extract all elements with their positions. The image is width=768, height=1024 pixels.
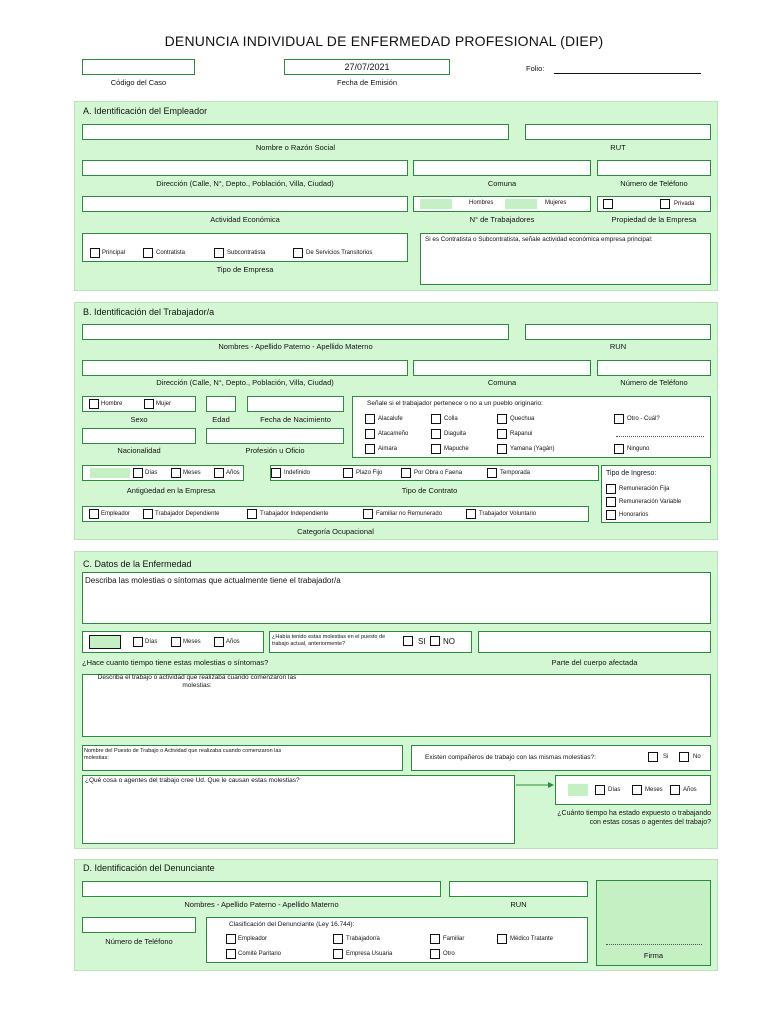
exposicion-dias-label: Días (608, 787, 621, 793)
quechua-label: Quechua (510, 416, 535, 422)
molestias-anos-checkbox[interactable] (214, 637, 224, 647)
propiedad-label: Propiedad de la Empresa (611, 215, 697, 224)
exposicion-anos-checkbox[interactable] (670, 785, 680, 795)
yamana-checkbox[interactable] (497, 444, 507, 454)
firma-line (606, 944, 702, 945)
nacionalidad-field[interactable] (82, 428, 196, 444)
temporada-checkbox[interactable] (487, 468, 497, 478)
empleador-cat-checkbox[interactable] (89, 509, 99, 519)
empleador-comuna-label: Comuna (487, 179, 517, 188)
contratista-note: Si es Contratista o Subcontratista, señale actividad económica empresa principal: (425, 236, 653, 243)
companeros-si-checkbox[interactable] (648, 752, 658, 762)
codigo-caso-field[interactable] (82, 59, 195, 75)
trabajador-direccion-label: Dirección (Calle, N°, Depto., Población, Villa, Ciudad) (156, 378, 334, 387)
clasif-medico-label: Médico Tratante (510, 936, 554, 942)
rapanui-checkbox[interactable] (497, 429, 507, 439)
companeros-si-label: Si (663, 754, 669, 760)
clasif-familiar-label: Familiar (443, 936, 465, 942)
contratista-label: Contratista (156, 250, 186, 256)
clasif-trabajador-label: Trabajador/a (346, 936, 380, 942)
quechua-checkbox[interactable] (497, 414, 507, 424)
empleador-telefono-field[interactable] (597, 160, 711, 176)
molestias-label: Describa las molestias o síntomas que actualmente tiene el trabajador/a (85, 576, 341, 585)
temporada-label: Temporada (500, 470, 531, 476)
section-c-title: C. Datos de la Enfermedad (83, 559, 192, 569)
empleador-telefono-label: Número de Teléfono (620, 179, 688, 188)
clasif-empleador-label: Empleador (238, 936, 268, 942)
section-a-title: A. Identificación del Empleador (83, 106, 208, 116)
diaguita-checkbox[interactable] (431, 429, 441, 439)
antiguedad-meses-label: Meses (183, 470, 201, 476)
section-b-title: B. Identificación del Trabajador/a (83, 307, 215, 317)
profesion-label: Profesión u Oficio (245, 446, 305, 455)
trabajador-direccion-field[interactable] (82, 360, 408, 376)
agentes-question: ¿Qué cosa o agentes del trabajo cree Ud. Que le causan estas molestias? (85, 777, 300, 784)
tiempo-molestias-input[interactable] (89, 635, 121, 649)
puesto-trabajo-label: Nombre del Puesto de Trabajo o Actividad que realizaba cuando comenzaron las molestias: (84, 748, 282, 761)
companeros-question: Existen compañeros de trabajo con las mismas molestias?: (425, 754, 596, 761)
subcontratista-checkbox[interactable] (214, 248, 224, 258)
clasif-familiar-checkbox[interactable] (430, 934, 440, 944)
clasif-otro-label: Otro (443, 951, 455, 957)
fecha-emision-label: Fecha de Emisión (336, 78, 398, 87)
trabajador-comuna-label: Comuna (487, 378, 517, 387)
mujeres-input[interactable] (505, 199, 537, 209)
companeros-no-checkbox[interactable] (679, 752, 689, 762)
molestias-meses-checkbox[interactable] (171, 637, 181, 647)
empleador-nombre-field[interactable] (82, 124, 509, 140)
honorarios-checkbox[interactable] (606, 510, 616, 520)
clasif-trabajador-checkbox[interactable] (333, 934, 343, 944)
nacionalidad-label: Nacionalidad (117, 446, 161, 455)
empleador-rut-label: RUT (610, 143, 626, 152)
molestias-anos-label: Años (226, 639, 240, 645)
ninguno-label: Ninguno (627, 446, 650, 452)
indefinido-checkbox[interactable] (271, 468, 281, 478)
habia-no-label: NO (443, 637, 455, 646)
remuneracion-variable-checkbox[interactable] (606, 497, 616, 507)
exposicion-anos-label: Años (683, 787, 697, 793)
actividad-economica-field[interactable] (82, 196, 408, 212)
clasif-medico-checkbox[interactable] (497, 934, 507, 944)
exposicion-meses-label: Meses (645, 787, 663, 793)
hombre-checkbox[interactable] (89, 399, 99, 409)
firma-label: Firma (643, 951, 664, 960)
hombres-input[interactable] (420, 199, 452, 209)
empleador-direccion-field[interactable] (82, 160, 408, 176)
publica-checkbox[interactable] (603, 199, 613, 209)
pueblo-label: Señale si el trabajador pertenece o no a un pueblo originario: (367, 400, 543, 407)
antiguedad-meses-checkbox[interactable] (171, 468, 181, 478)
folio-line[interactable] (554, 73, 701, 74)
empleador-comuna-field[interactable] (413, 160, 591, 176)
form-title: DENUNCIA INDIVIDUAL DE ENFERMEDAD PROFESIONAL (DIEP) (164, 33, 604, 49)
remuneracion-fija-label: Remuneración Fija (619, 486, 670, 492)
yamana-label: Yamana (Yagán) (510, 446, 555, 452)
empleador-rut-field[interactable] (525, 124, 711, 140)
remuneracion-variable-label: Remuneración Variable (619, 499, 682, 505)
mapuche-checkbox[interactable] (431, 444, 441, 454)
alacalufe-checkbox[interactable] (365, 414, 375, 424)
empleador-direccion-label: Dirección (Calle, N°, Depto., Población, Villa, Ciudad) (156, 179, 334, 188)
denunciante-telefono-label: Número de Teléfono (105, 937, 173, 946)
dependiente-label: Trabajador Dependiente (155, 511, 220, 517)
aimara-checkbox[interactable] (365, 444, 375, 454)
folio-label: Folio: (526, 64, 545, 73)
contratista-checkbox[interactable] (143, 248, 153, 258)
diaguita-label: Diaguita (444, 431, 467, 437)
denunciante-telefono-field[interactable] (82, 917, 196, 933)
independiente-checkbox[interactable] (247, 509, 257, 519)
clasif-empleador-checkbox[interactable] (226, 934, 236, 944)
companeros-no-label: No (693, 754, 701, 760)
otro-pueblo-line[interactable] (616, 436, 704, 437)
familiar-no-remunerado-label: Familiar no Remunerado (376, 511, 443, 517)
empleador-nombre-label: Nombre o Razón Social (255, 143, 336, 152)
plazo-fijo-checkbox[interactable] (343, 468, 353, 478)
colla-checkbox[interactable] (431, 414, 441, 424)
clasificacion-label: Clasificación del Denunciante (Ley 16.744): (229, 921, 355, 928)
clasif-empresa-usuaria-checkbox[interactable] (333, 949, 343, 959)
trabajo-descripcion-label: Describa el trabajo o actividad que realizaba cuando comenzaron las molestias: (97, 674, 297, 689)
antiguedad-dias-label: Días (145, 470, 158, 476)
antiguedad-anos-checkbox[interactable] (214, 468, 224, 478)
mujer-label: Mujer (156, 401, 172, 407)
edad-field[interactable] (206, 396, 236, 412)
mujeres-label: Mujeres (545, 200, 567, 206)
exposicion-question: ¿Cuánto tiempo ha estado expuesto o trabajando con estas cosas o agentes del trabajo? (557, 810, 711, 826)
antiguedad-label: Antigüedad en la Empresa (126, 486, 216, 495)
profesion-field[interactable] (206, 428, 344, 444)
familiar-no-remunerado-checkbox[interactable] (363, 509, 373, 519)
agentes-field[interactable] (82, 775, 515, 844)
servicios-transitorios-checkbox[interactable] (293, 248, 303, 258)
aimara-label: Aimara (378, 446, 398, 452)
honorarios-label: Honorarios (619, 512, 649, 518)
habia-si-checkbox[interactable] (403, 636, 413, 646)
antiguedad-anos-label: Años (226, 470, 240, 476)
fecha-emision-value: 27/07/2021 (344, 62, 390, 72)
principal-checkbox[interactable] (90, 248, 100, 258)
hombre-label: Hombre (101, 401, 123, 407)
parte-cuerpo-label: Parte del cuerpo afectada (551, 658, 638, 667)
denunciante-nombres-label: Nombres - Apellido Paterno - Apellido Materno (184, 900, 339, 909)
denunciante-run-label: RUN (510, 900, 527, 909)
exposicion-input[interactable] (568, 784, 588, 796)
plazo-fijo-label: Plazo Fijo (356, 470, 383, 476)
obra-faena-label: Por Obra o Faena (414, 470, 463, 476)
antiguedad-input[interactable] (90, 468, 130, 478)
tipo-empresa-label: Tipo de Empresa (216, 265, 274, 274)
empleador-cat-label: Empleador (101, 511, 131, 517)
alacalufe-label: Alacalufe (378, 416, 403, 422)
habia-no-checkbox[interactable] (430, 636, 440, 646)
atacameno-checkbox[interactable] (365, 429, 375, 439)
indefinido-label: Indefinido (284, 470, 311, 476)
trabajador-nombres-field[interactable] (82, 324, 509, 340)
obra-faena-checkbox[interactable] (401, 468, 411, 478)
sexo-label: Sexo (130, 415, 148, 424)
molestias-dias-label: Días (145, 639, 158, 645)
contrato-label: Tipo de Contrato (401, 486, 458, 495)
trabajador-comuna-field[interactable] (413, 360, 591, 376)
rapanui-label: Rapanui (510, 431, 533, 437)
arrow-icon (516, 780, 556, 790)
denunciante-nombres-field[interactable] (82, 881, 441, 897)
clasif-comite-label: Comité Paritario (238, 951, 282, 957)
principal-label: Principal (102, 250, 126, 256)
clasif-otro-checkbox[interactable] (430, 949, 440, 959)
exposicion-dias-checkbox[interactable] (595, 785, 605, 795)
edad-label: Edad (212, 415, 230, 424)
clasif-comite-checkbox[interactable] (226, 949, 236, 959)
molestias-dias-checkbox[interactable] (133, 637, 143, 647)
privada-label: Privada (674, 201, 695, 207)
tipo-empresa-box (82, 233, 408, 262)
exposicion-meses-checkbox[interactable] (632, 785, 642, 795)
dependiente-checkbox[interactable] (143, 509, 153, 519)
trabajador-run-field[interactable] (525, 324, 711, 340)
denunciante-run-field[interactable] (449, 881, 588, 897)
habia-tenido-question: ¿Había tenido estas molestias en el puesto de trabajo actual, anteriormente? (272, 634, 386, 647)
otro-pueblo-checkbox[interactable] (614, 414, 624, 424)
trabajadores-label: N° de Trabajadores (469, 215, 535, 224)
ninguno-checkbox[interactable] (614, 444, 624, 454)
codigo-caso-label: Código del Caso (110, 78, 167, 87)
mujer-checkbox[interactable] (144, 399, 154, 409)
clasif-empresa-usuaria-label: Empresa Usuaria (346, 951, 393, 957)
categoria-label: Categoría Ocupacional (297, 527, 374, 536)
subcontratista-label: Subcontratista (227, 250, 266, 256)
trabajador-telefono-field[interactable] (597, 360, 711, 376)
hombres-label: Hombres (469, 200, 494, 206)
parte-cuerpo-field[interactable] (478, 631, 711, 653)
mapuche-label: Mapuche (444, 446, 469, 452)
remuneracion-fija-checkbox[interactable] (606, 484, 616, 494)
ingreso-label: Tipo de Ingreso: (606, 470, 657, 477)
antiguedad-dias-checkbox[interactable] (133, 468, 143, 478)
nacimiento-field[interactable] (247, 396, 344, 412)
nacimiento-label: Fecha de Nacimiento (260, 415, 331, 424)
sexo-box (82, 396, 196, 412)
voluntario-label: Trabajador Voluntario (479, 511, 537, 517)
molestias-meses-label: Meses (183, 639, 201, 645)
servicios-transitorios-label: De Servicios Transitorios (306, 250, 373, 256)
trabajador-run-label: RUN (609, 342, 627, 351)
independiente-label: Trabajador Independiente (260, 511, 329, 517)
privada-checkbox[interactable] (660, 199, 670, 209)
habia-si-label: SI (418, 637, 426, 646)
tiempo-molestias-question: ¿Hace cuanto tiempo tiene estas molestias o síntomas? (82, 658, 269, 667)
voluntario-checkbox[interactable] (466, 509, 476, 519)
colla-label: Colla (444, 416, 458, 422)
otro-pueblo-label: Otro - Cuál? (627, 416, 660, 422)
section-d-title: D. Identificación del Denunciante (83, 863, 215, 873)
atacameno-label: Atacameño (378, 431, 409, 437)
trabajador-telefono-label: Número de Teléfono (620, 378, 688, 387)
actividad-economica-label: Actividad Económica (210, 215, 280, 224)
trabajador-nombres-label: Nombres - Apellido Paterno - Apellido Materno (218, 342, 373, 351)
